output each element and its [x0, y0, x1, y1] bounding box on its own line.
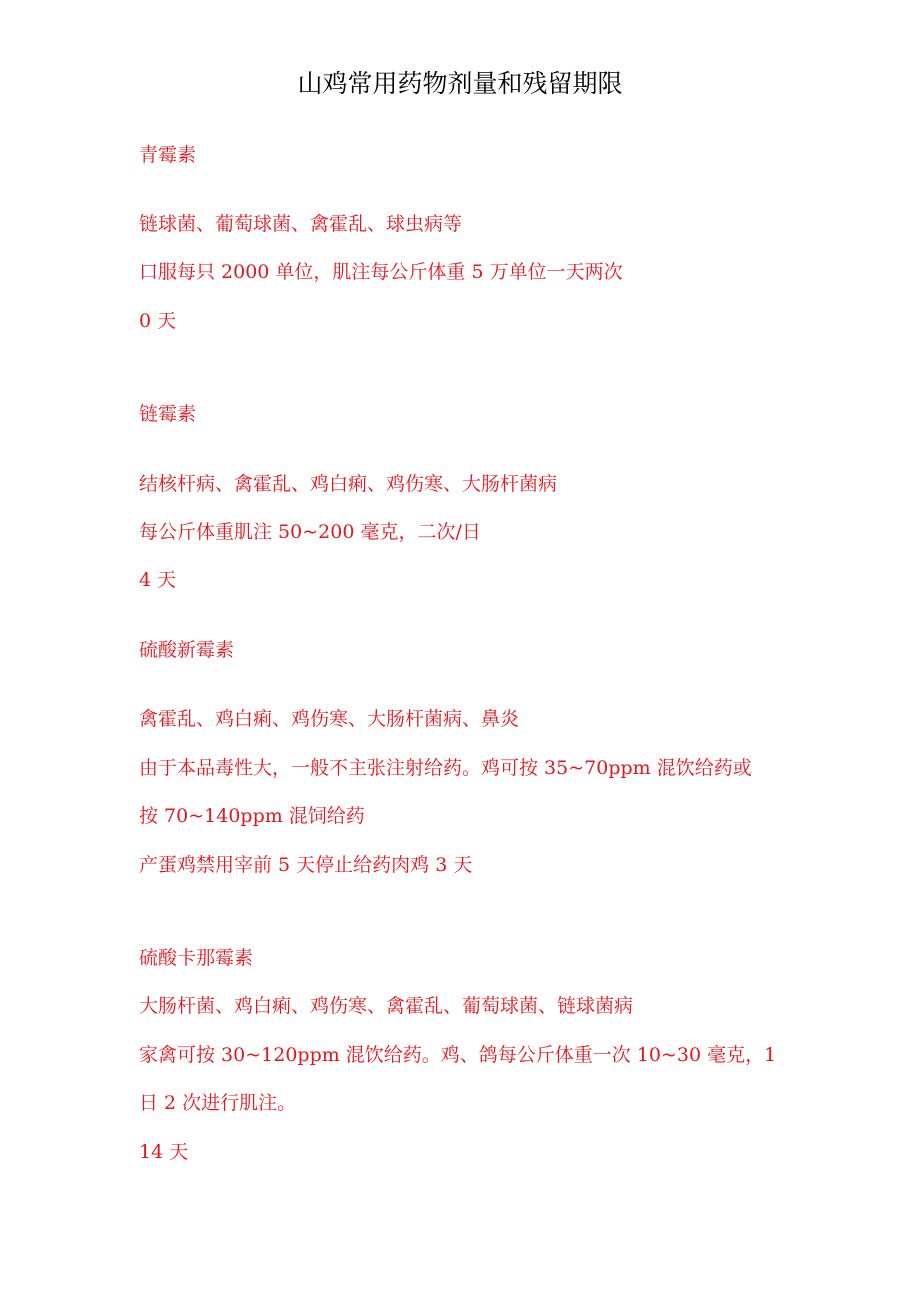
drug-withdrawal-neomycin-sulfate: 产蛋鸡禁用宰前 5 天停止给药肉鸡 3 天	[139, 854, 473, 876]
drug-indications-penicillin: 链球菌、葡萄球菌、禽霍乱、球虫病等	[139, 213, 463, 235]
drug-withdrawal-streptomycin: 4 天	[139, 569, 177, 591]
drug-dosage-streptomycin: 每公斤体重肌注 50~200 毫克，二次/日	[139, 521, 481, 543]
drug-withdrawal-kanamycin-sulfate: 14 天	[139, 1141, 189, 1163]
drug-name-penicillin: 青霉素	[139, 144, 197, 166]
drug-withdrawal-penicillin: 0 天	[139, 310, 177, 332]
drug-dosage-kanamycin-sulfate-line1: 家禽可按 30~120ppm 混饮给药。鸡、鸽每公斤体重一次 10~30 毫克，1	[139, 1044, 777, 1066]
drug-dosage-kanamycin-sulfate-line2: 日 2 次进行肌注。	[139, 1092, 297, 1114]
drug-dosage-neomycin-sulfate-line1: 由于本品毒性大，一般不主张注射给药。鸡可按 35~70ppm 混饮给药或	[139, 757, 752, 779]
drug-name-kanamycin-sulfate: 硫酸卡那霉素	[139, 947, 254, 969]
drug-indications-streptomycin: 结核杆病、禽霍乱、鸡白痢、鸡伤寒、大肠杆菌病	[139, 473, 558, 495]
document-title: 山鸡常用药物剂量和残留期限	[297, 69, 623, 98]
drug-indications-kanamycin-sulfate: 大肠杆菌、鸡白痢、鸡伤寒、禽霍乱、葡萄球菌、链球菌病	[139, 995, 634, 1017]
drug-dosage-neomycin-sulfate-line2: 按 70~140ppm 混饲给药	[139, 805, 365, 827]
drug-name-streptomycin: 链霉素	[139, 403, 197, 425]
drug-indications-neomycin-sulfate: 禽霍乱、鸡白痢、鸡伤寒、大肠杆菌病、鼻炎	[139, 708, 520, 730]
drug-dosage-penicillin: 口服每只 2000 单位，肌注每公斤体重 5 万单位一天两次	[139, 261, 623, 283]
drug-name-neomycin-sulfate: 硫酸新霉素	[139, 639, 235, 661]
